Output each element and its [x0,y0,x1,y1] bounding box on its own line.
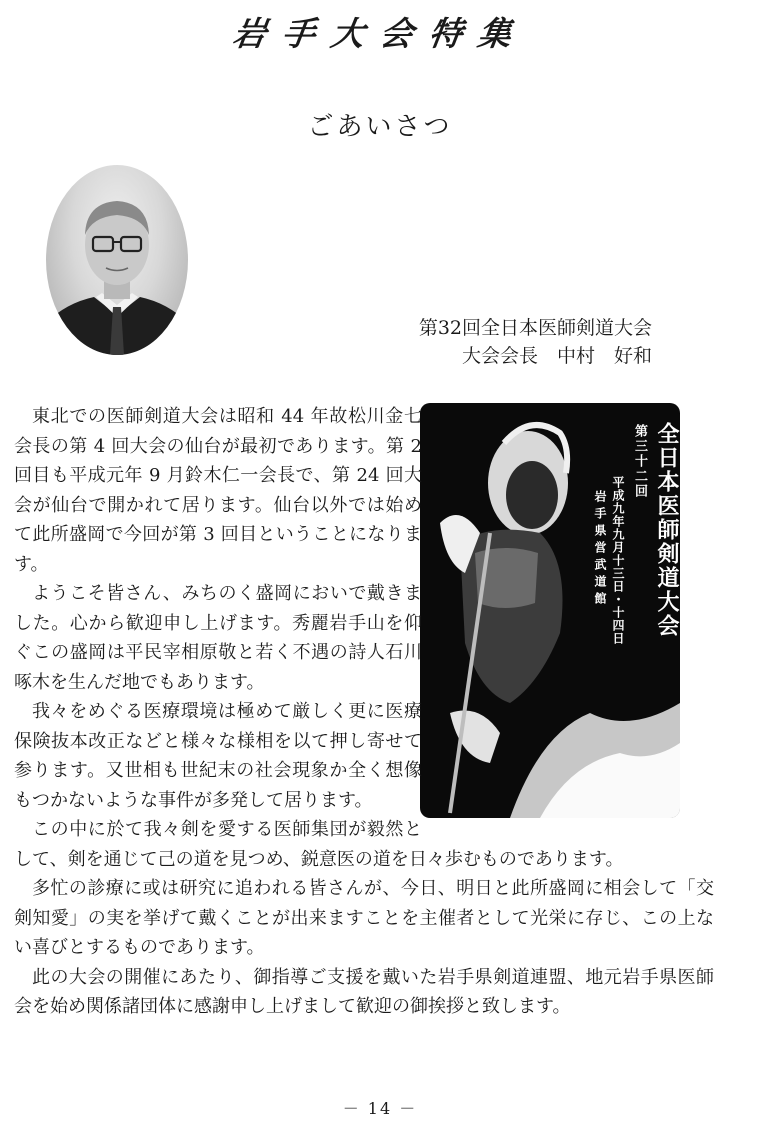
author-block [419,314,652,370]
paragraph-1: 東北での医師剣道大会は昭和 44 年故松川金七会長の第 4 回大会の仙台が最初であります。第 2 回目も平成元年 9 月鈴木仁一会長で、第 24 回大会が仙台で開かれて居ります。仙台以外では始めて此所盛岡で今回が第 3 回目ということになります。 [14,406,422,575]
author-portrait [46,165,188,355]
paragraph-5: 多忙の診療に或は研究に追われる皆さんが、今日、明日と此所盛岡に相会して「交剣知愛」の実を挙げて戴くことが出来ますことを主催者として光栄に存じ、この上ない喜びとするものであります。 [14,878,714,958]
paragraph-4: この中に於て我々剣を愛する医師集団が毅然として、剣を通じて己の道を見つめ、鋭意医の道を日々歩むものであります。 [14,819,624,870]
poster-date: 平成九年九月十三日・十四日 [611,476,625,645]
greeting-body [14,402,714,1022]
poster-venue: 岩手県営武道館 [593,490,607,609]
page-number: － 14 － [342,1099,418,1118]
author-event: 第32回全日本医師剣道大会 [418,317,652,339]
author-name: 大会会長 中村 好和 [461,345,652,367]
paragraph-2: ようこそ皆さん、みちのく盛岡においで戴きました。心から歓迎申し上げます。秀麗岩手山を仰ぐこの盛岡は平民宰相原敬と若く不遇の詩人石川啄木を生んだ地でもあります。 [14,583,422,693]
poster-title: 全日本医師剣道大会 [654,422,679,638]
paragraph-6: 此の大会の開催にあたり、御指導ご支援を戴いた岩手県剣道連盟、地元岩手県医師会を始め関係諸団体に感謝申し上げまして歓迎の御挨拶と致します。 [14,966,714,1017]
greeting-title: ごあいさつ [307,112,453,142]
portrait-photo [46,165,188,355]
poster-float-spacer [422,402,714,820]
poster-subtitle: 第三十二回 [632,424,647,499]
page-heading: 岩手大会特集 [230,14,530,53]
paragraph-3: 我々をめぐる医療環境は極めて厳しく更に医療保険抜本改正などと様々な様相を以て押し寄せて参ります。又世相も世紀末の社会現象か全く想像もつかないような事件が多発して居ります。 [14,701,422,811]
